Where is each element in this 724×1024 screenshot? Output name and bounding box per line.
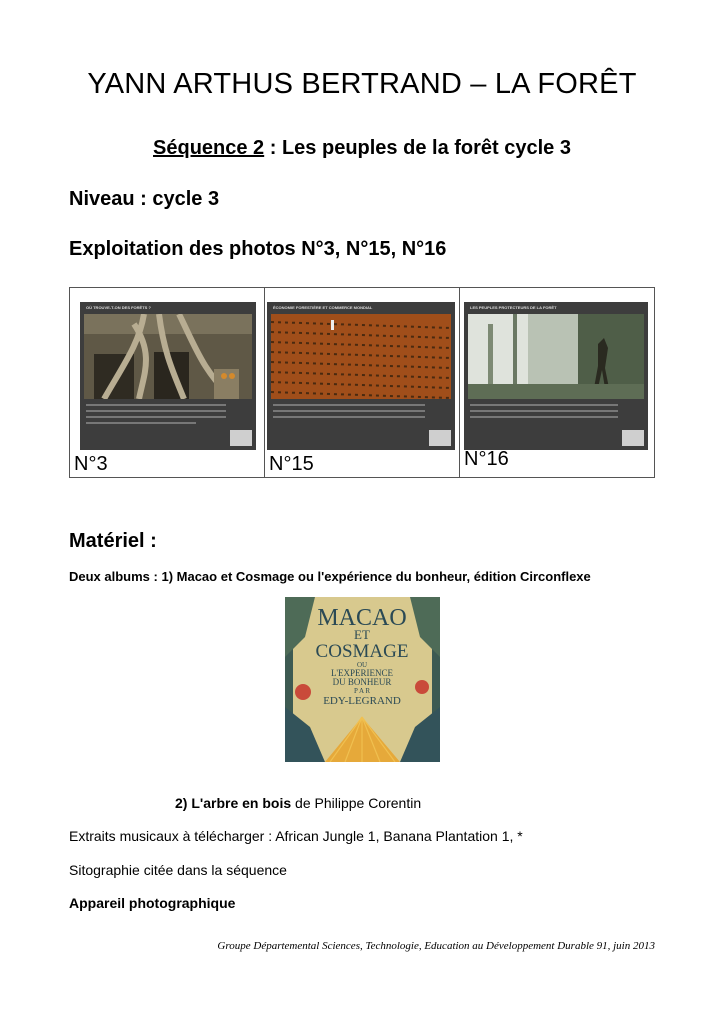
- photo-table: [69, 287, 655, 478]
- cover-ou: OU: [356, 661, 368, 669]
- sequence-label: Séquence 2: [153, 137, 265, 159]
- photo-cell-3: [70, 288, 265, 477]
- photo-cell-15: [265, 288, 460, 477]
- arbre-title: 2) L'arbre en bois: [175, 795, 292, 811]
- materiel-heading: Matériel :: [69, 530, 157, 552]
- cover-author: EDY-LEGRAND: [323, 695, 401, 707]
- poster-title: LES PEUPLES PROTECTEURS DE LA FORÊT: [470, 305, 557, 310]
- poster-3: [80, 302, 256, 450]
- cover-bonheur: DU BONHEUR: [332, 677, 392, 687]
- photo-cell-16: [460, 288, 654, 477]
- cover-title-macao: MACAO: [317, 605, 407, 631]
- arbre-author: de Philippe Corentin: [291, 795, 422, 811]
- camera-line: Appareil photographique: [69, 895, 236, 911]
- cover-par: P A R: [353, 687, 371, 695]
- albums-line: Deux albums : 1) Macao et Cosmage ou l'expérience du bonheur, édition Circonflexe: [69, 569, 591, 584]
- footer-credit: Groupe Départemental Sciences, Technologie, Education au Développement Durable 91, juin 2013: [217, 940, 655, 952]
- page-title: YANN ARTHUS BERTRAND – LA FORÊT: [87, 68, 637, 100]
- plantation-photo: [271, 314, 451, 399]
- photo-caption-3: N°3: [74, 453, 108, 475]
- cover-experience: L'EXPERIENCE: [330, 668, 394, 678]
- cover-title-et: ET: [354, 627, 370, 642]
- arbre-line: [175, 795, 421, 811]
- temple-roots-photo: [84, 314, 252, 399]
- poster-title: ÉCONOMIE FORESTIÈRE ET COMMERCE MONDIAL: [273, 305, 373, 310]
- cover-title-cosmage: COSMAGE: [315, 641, 409, 662]
- level-heading: Niveau : cycle 3: [69, 188, 220, 210]
- photo-caption-16: N°16: [464, 448, 509, 470]
- sequence-heading: [0, 137, 724, 160]
- exploitation-heading: Exploitation des photos N°3, N°15, N°16: [69, 238, 447, 260]
- sitography-line: Sitographie citée dans la séquence: [69, 862, 287, 878]
- photo-caption-15: N°15: [269, 453, 314, 475]
- macao-cosmage-cover: [285, 597, 440, 762]
- poster-16: [464, 302, 648, 450]
- poster-title: OÙ TROUVE-T-ON DES FORÊTS ?: [86, 305, 151, 310]
- misty-forest-photo: [468, 314, 644, 399]
- sequence-subtitle: : Les peuples de la forêt cycle 3: [264, 137, 571, 159]
- poster-15: [267, 302, 455, 450]
- music-extracts-line: Extraits musicaux à télécharger : African Jungle 1, Banana Plantation 1, *: [69, 828, 523, 844]
